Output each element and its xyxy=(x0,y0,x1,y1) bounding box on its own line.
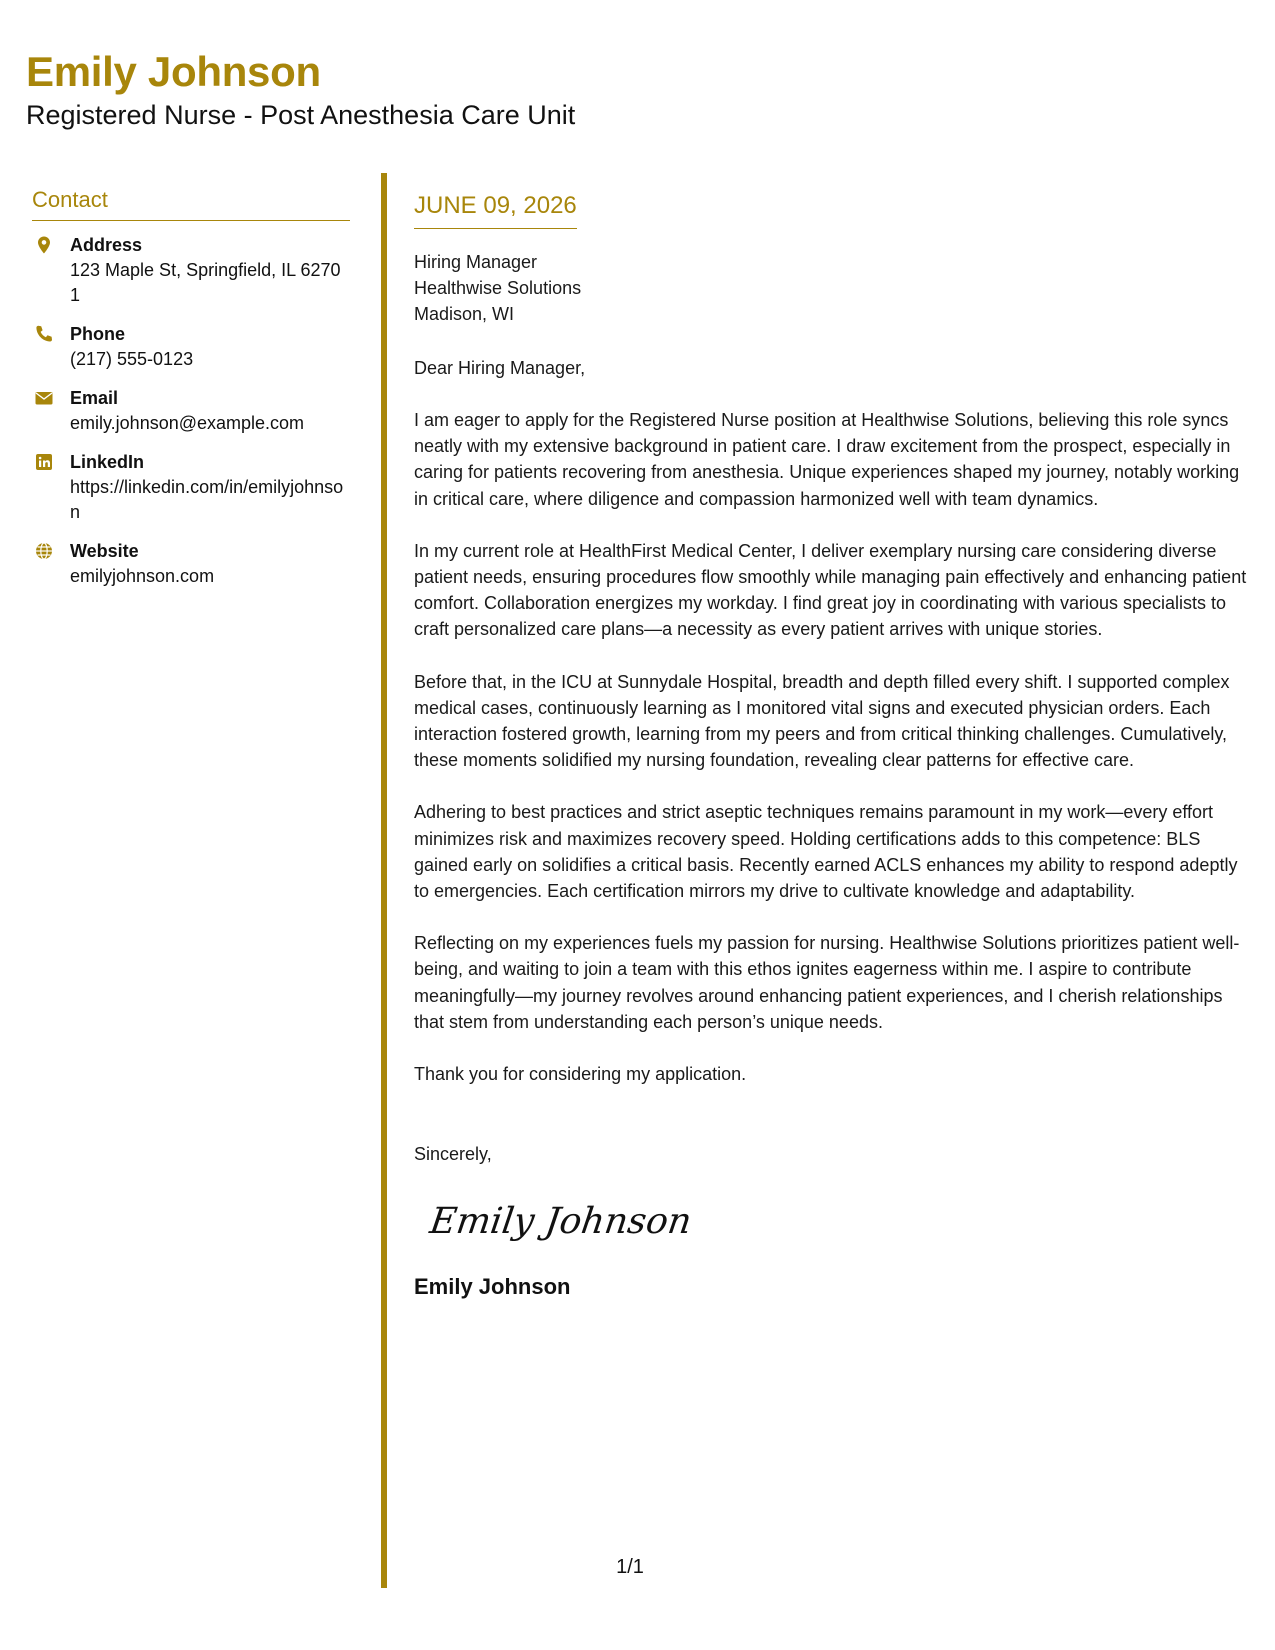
recipient-line: Hiring Manager xyxy=(414,252,538,272)
contact-item-linkedin xyxy=(32,450,350,525)
email-value[interactable]: emily.johnson@example.com xyxy=(70,413,305,433)
letter-paragraph: Adhering to best practices and strict aseptic techniques remains paramount in my work—every effort minimizes risk and maximizes recovery speed. Holding certifications adds to this competence: BLS gained early on solidifies a critical basis. Recently earned ACLS enhances my ability to respond adeptly to emergencies. Each certification mirrors my drive to cultivate knowledge and adaptability. xyxy=(414,802,1238,902)
website-value[interactable]: emilyjohnson.com xyxy=(70,566,215,586)
letter-date: JUNE 09, 2026 xyxy=(414,190,577,229)
closing: Sincerely, xyxy=(414,1144,492,1165)
contact-item-email xyxy=(32,386,350,436)
page-number: 1/1 xyxy=(616,1556,644,1578)
handwritten-signature xyxy=(427,1181,695,1261)
contact-label: Address xyxy=(70,235,143,255)
address-value: 123 Maple St, Springfield, IL 62701 xyxy=(70,260,341,305)
linkedin-icon xyxy=(34,452,54,472)
contact-label: LinkedIn xyxy=(70,452,145,472)
linkedin-value[interactable]: https://linkedin.com/in/emilyjohnson xyxy=(70,477,344,522)
letter-paragraph: In my current role at HealthFirst Medical Center, I deliver exemplary nursing care considering diverse patient needs, ensuring procedures flow smoothly while managing pain effectively and enhancing patient comfort. Collaboration energizes my workday. I find great joy in coordinating with various specialists to craft personalized care plans—a necessity as every patient arrives with unique stories. xyxy=(414,540,1247,640)
contact-label: Email xyxy=(70,388,119,408)
contact-sidebar xyxy=(32,186,350,603)
map-pin-icon xyxy=(34,235,54,255)
applicant-title: Registered Nurse - Post Anesthesia Care Unit xyxy=(26,100,576,130)
letter-paragraph: Thank you for considering my application. xyxy=(414,1064,747,1085)
contact-label: Website xyxy=(70,541,139,561)
contact-list xyxy=(32,233,350,589)
letter-paragraph: Before that, in the ICU at Sunnydale Hospital, breadth and depth filled every shift. I supported complex medical cases, continuously learning as I monitored vital signs and executed physician orders. Each interaction fostered growth, learning from my peers and from critical thinking challenges. Cumulatively, these moments solidified my nursing foundation, revealing clear patterns for effective care. xyxy=(414,671,1230,771)
recipient-line: Madison, WI xyxy=(414,304,515,324)
phone-icon xyxy=(34,324,54,344)
phone-value[interactable]: (217) 555-0123 xyxy=(70,349,194,369)
svg-text:Emily Johnson: Emily Johnson xyxy=(427,1199,695,1243)
document-header xyxy=(26,48,575,132)
recipient-line: Healthwise Solutions xyxy=(414,278,582,298)
salutation: Dear Hiring Manager, xyxy=(414,358,586,378)
vertical-divider xyxy=(381,173,387,1588)
letter-paragraph: Reflecting on my experiences fuels my passion for nursing. Healthwise Solutions prioritizes patient well-being, and waiting to join a team with this ethos ignites eagerness within me. I aspire to contribute meaningfully—my journey revolves around enhancing patient experiences, and I cherish relationships that stem from understanding each person’s unique needs. xyxy=(414,933,1240,1032)
contact-item-website xyxy=(32,539,350,589)
contact-item-phone xyxy=(32,322,350,372)
envelope-icon xyxy=(34,388,54,408)
recipient-block xyxy=(414,249,1250,327)
letter-body xyxy=(414,190,1250,1301)
applicant-name: Emily Johnson xyxy=(26,48,321,95)
globe-icon xyxy=(34,541,54,561)
contact-heading: Contact xyxy=(32,186,350,221)
contact-item-address xyxy=(32,233,350,308)
letter-paragraph: I am eager to apply for the Registered Nurse position at Healthwise Solutions, believing this role syncs neatly with my extensive background in patient care. I draw excitement from the prospect, especially in caring for patients recovering from anesthesia. Unique experiences shaped my journey, notably working in critical care, where diligence and compassion harmonized well with team dynamics. xyxy=(414,410,1240,509)
contact-label: Phone xyxy=(70,324,126,344)
signer-name: Emily Johnson xyxy=(414,1274,571,1300)
